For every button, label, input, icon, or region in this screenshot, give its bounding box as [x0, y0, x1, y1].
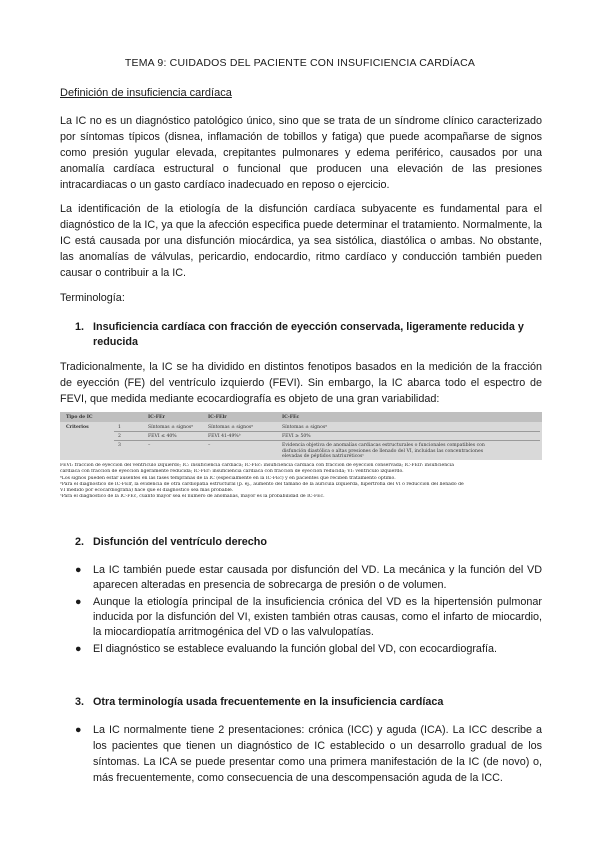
paragraph-definition: [60, 113, 542, 193]
table-cell: Síntomas ± signosᵃ: [148, 425, 194, 430]
footnote-line: cardiaca con fracción de eyección ligeramente reducida; IC-FEr: insuficiencia cardiaca con fracción de eyección reducida; VI: ventrículo izquierdo.: [60, 469, 404, 475]
table-header-row: [60, 412, 542, 422]
terminology-label: [60, 290, 542, 306]
footnote-line: ᵃLos signos pueden estar ausentes en las fases tempranas de la IC (especialmente en la IC-FEc) y en pacientes que reciben tratamiento óptimo.: [60, 475, 396, 481]
paragraph-text: Tradicionalmente, la IC se ha dividido en distintos fenotipos basados en la medición de la fracción de eyección (FE) del ventrículo izquierdo (FEVI). Sin embargo, la IC abarca todo el espectro de FEVI, que medida mediante ecocardiografía es objeto de una gran variabilidad:: [60, 361, 542, 405]
paragraph-text: Terminología:: [60, 292, 125, 304]
bullet-icon: ●: [75, 643, 82, 655]
list-item-text: El diagnóstico se establece evaluando la función global del VD, con ecocardiografía.: [93, 643, 497, 655]
list-item-text: La IC normalmente tiene 2 presentaciones: crónica (ICC) y aguda (ICA). La ICC describe a los pacientes que tienen un diagnóstico de IC establecido o un desarrollo gradual de los síntomas. La ICA se puede presentar como una primera manifestación de la IC (de novo) o, más frecuentemente, como consecuencia de una descompensación aguda de la ICC.: [93, 724, 542, 784]
footnote-line: VI medido por ecocardiografía) hace que el diagnóstico sea más probable.: [60, 488, 234, 494]
paragraph-phenotypes: [60, 359, 542, 407]
footnote-line: ᵇPara el diagnóstico de IC-FElr, la evidencia de otra cardiopatía estructural (p. ej., aumento del tamaño de la aurícula izquierda, hipertrofia del VI o reducción del llenado de: [60, 481, 464, 487]
table-cell: FEVI 41-49%ᵇ: [208, 434, 241, 439]
table-cell: Síntomas ± signosᵃ: [208, 425, 254, 430]
table-divider: [114, 440, 540, 441]
list-item: [75, 563, 542, 593]
heading-2: [75, 535, 542, 551]
table-cell: 1: [118, 425, 121, 430]
table-cell: –: [148, 443, 151, 448]
paragraph-text: La IC no es un diagnóstico patológico único, sino que se trata de un síndrome clínico caracterizado por síntomas típicos (disnea, inflamación de tobillos y fatiga) que puede acompañarse de signos como presión yugular elevada, crepitantes pulmonares y edema periférico, causados por una anomalía cardíaca estructural o funcional que producen una elevación de las presiones intracardiacas o un gasto cardíaco inadecuado en reposo o ejercicio.: [60, 115, 542, 191]
heading-text: Disfunción del ventrículo derecho: [93, 536, 267, 548]
bullet-icon: ●: [75, 596, 82, 608]
table-row-label: Criterios: [66, 425, 89, 430]
list-item-text: La IC también puede estar causada por disfunción del VD. La mecánica y la función del VD aparecen alteradas en presencia de sobrecarga de presión o de volumen.: [93, 564, 542, 591]
footnote-line: FEVI: fracción de eyección del ventrículo izquierdo; IC: insuficiencia cardiaca; IC-FEc: insuficiencia cardiaca con fracción de eyección conservada; IC-FElr: insuficiencia: [60, 463, 454, 468]
heading-text: Insuficiencia cardíaca con fracción de eyección conservada, ligeramente reducida y reducida: [93, 321, 524, 348]
table-header-cell: IC-FElr: [208, 415, 227, 420]
table-footnotes: [60, 463, 542, 501]
hf-classification-table: [60, 412, 542, 460]
table-cell: FEVI ≤ 40%: [148, 434, 177, 439]
heading-number: 3.: [75, 696, 85, 708]
table-cell: 2: [118, 434, 121, 439]
paragraph-etiology: [60, 201, 542, 281]
section-title: Definición de insuficiencia cardíaca: [60, 87, 232, 99]
bullet-icon: ●: [75, 724, 82, 736]
bullet-list-other: [75, 722, 542, 786]
list-item-text: Aunque la etiología principal de la insuficiencia crónica del VD es la hipertensión pulmonar inducida por la disfunción del VI, existen también otras causas, como el infarto de miocardio, la miocardiopatía arritmogénica del VD o las valvulopatías.: [93, 596, 542, 638]
heading-number: 1.: [75, 321, 85, 333]
table-divider: [114, 431, 540, 432]
table-header-cell: IC-FEr: [148, 415, 165, 420]
table-header-cell: IC-FEc: [282, 415, 300, 420]
table-cell: Evidencia objetiva de anomalías cardiacas estructurales o funcionales compatibles con disfunción diastólica o altas presiones de llenado del VI, incluidas las concentraciones elevadas de péptidos natriuréticosᶜ: [282, 443, 485, 460]
document-title: TEMA 9: CUIDADOS DEL PACIENTE CON INSUFICIENCIA CARDÍACA: [124, 57, 476, 69]
heading-number: 2.: [75, 536, 85, 548]
table-cell: –: [208, 443, 211, 448]
table-header-cell: Tipo de IC: [66, 415, 93, 420]
list-item: [75, 595, 542, 640]
table-cell: FEVI ≥ 50%: [282, 434, 311, 439]
table-cell: 3: [118, 443, 121, 448]
heading-text: Otra terminología usada frecuentemente en la insuficiencia cardíaca: [93, 696, 444, 708]
paragraph-text: La identificación de la etiología de la disfunción cardíaca subyacente es fundamental para el diagnóstico de la IC, ya que la afección especifica puede determinar el tratamiento. Normalmente, la IC está causada por una disfunción miocárdica, ya sea sistólica, diastólica o ambas. No obstante, las anomalías de válvulas, pericardio, endocardio, ritmo cardíaco y conducción también pueden causar o contribuir a la IC.: [60, 203, 542, 279]
list-item: [75, 722, 542, 786]
bullet-list-rv: [75, 563, 542, 657]
heading-3: [75, 695, 542, 711]
list-item: [75, 642, 542, 657]
footnote-line: ᶜPara el diagnóstico de la IC-FEc, cuanto mayor sea el número de anomalías, mayor es la probabilidad de IC-FEc.: [60, 494, 325, 500]
bullet-icon: ●: [75, 564, 82, 576]
table-cell: Síntomas ± signosᵃ: [282, 425, 328, 430]
heading-1: [75, 320, 542, 352]
